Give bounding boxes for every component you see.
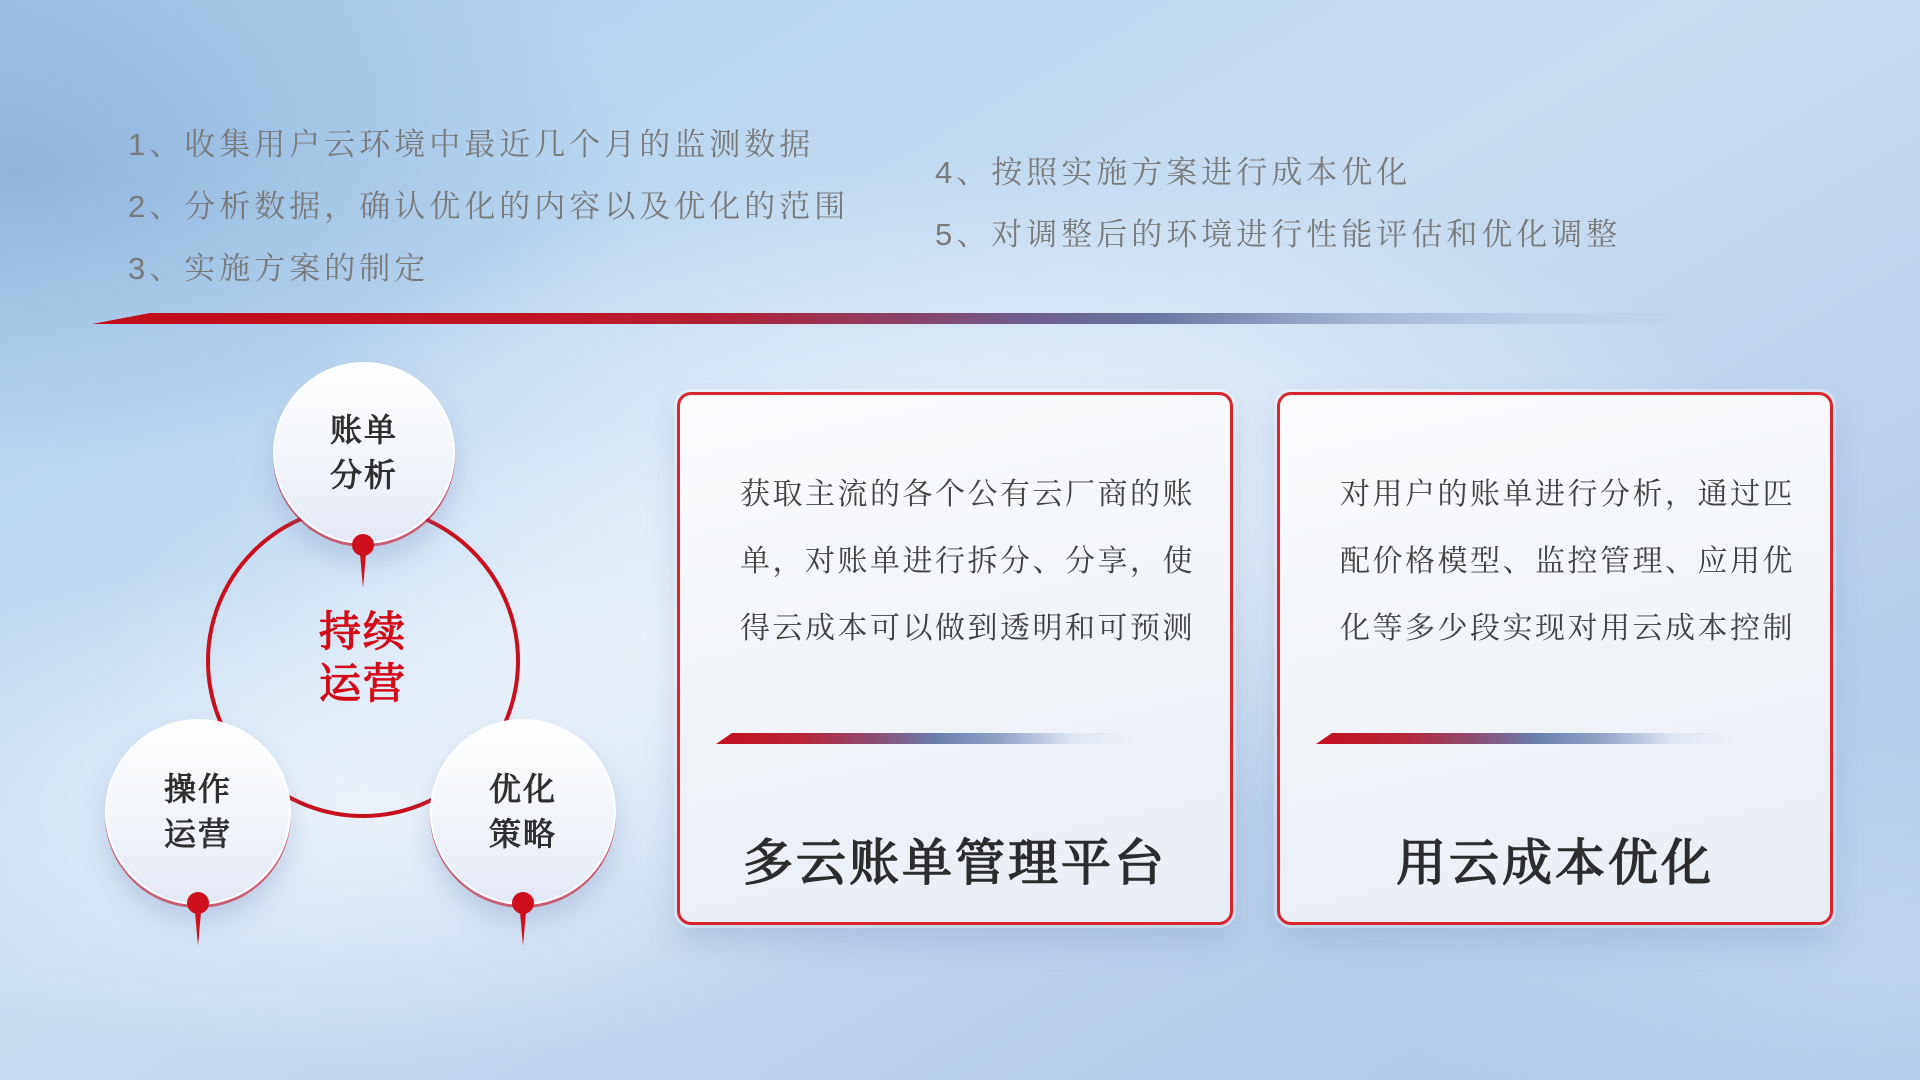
card-title-cloud-cost-optimization: 用云成本优化 <box>1396 835 1714 891</box>
card-body-line: 配价格模型、监控管理、应用优 <box>1340 545 1795 578</box>
diagram-node-operation-ops <box>105 719 291 905</box>
connector-pin <box>352 534 374 592</box>
node-label-line: 账单 <box>329 412 398 448</box>
diagram-node-bill-analysis <box>273 362 455 544</box>
cycle-center-line: 持续 <box>318 608 407 655</box>
node-label-line: 策略 <box>488 816 557 852</box>
diagram-node-label <box>164 767 232 857</box>
cycle-center-label <box>283 606 443 710</box>
connector-pin <box>187 892 209 950</box>
step-item-2: 2、分析数据，确认优化的内容以及优化的范围 <box>128 189 850 224</box>
diagram-node-label <box>330 408 398 498</box>
node-label-line: 操作 <box>163 771 232 807</box>
card-title-multicloud-billing: 多云账单管理平台 <box>743 835 1167 891</box>
card-body-line: 得云成本可以做到透明和可预测 <box>740 612 1195 645</box>
card-body-line: 获取主流的各个公有云厂商的账 <box>740 478 1195 511</box>
card-body-line: 单，对账单进行拆分、分享，使 <box>740 545 1195 578</box>
connector-pin <box>512 892 534 950</box>
step-item-3: 3、实施方案的制定 <box>128 251 430 286</box>
process-steps-left <box>128 114 849 300</box>
card-divider <box>1316 733 1774 744</box>
process-steps-right <box>935 142 1621 266</box>
node-label-line: 运营 <box>163 816 232 852</box>
step-item-5: 5、对调整后的环境进行性能评估和优化调整 <box>935 217 1622 252</box>
card-body-line: 化等多少段实现对用云成本控制 <box>1340 612 1795 645</box>
diagram-node-label <box>489 767 557 857</box>
card-body-line: 对用户的账单进行分析，通过匹 <box>1340 478 1795 511</box>
diagram-node-optimization-strategy <box>430 719 616 905</box>
cycle-center-line: 运营 <box>318 660 407 707</box>
step-item-4: 4、按照实施方案进行成本优化 <box>935 155 1412 190</box>
node-label-line: 分析 <box>329 457 398 493</box>
card-body-text <box>1340 461 1795 662</box>
step-item-1: 1、收集用户云环境中最近几个月的监测数据 <box>128 127 815 162</box>
card-divider <box>716 733 1174 744</box>
card-cloud-cost-optimization <box>1277 392 1833 925</box>
section-divider <box>92 313 1757 324</box>
node-label-line: 优化 <box>488 771 557 807</box>
card-multicloud-billing <box>677 392 1233 925</box>
card-body-text <box>740 461 1195 662</box>
